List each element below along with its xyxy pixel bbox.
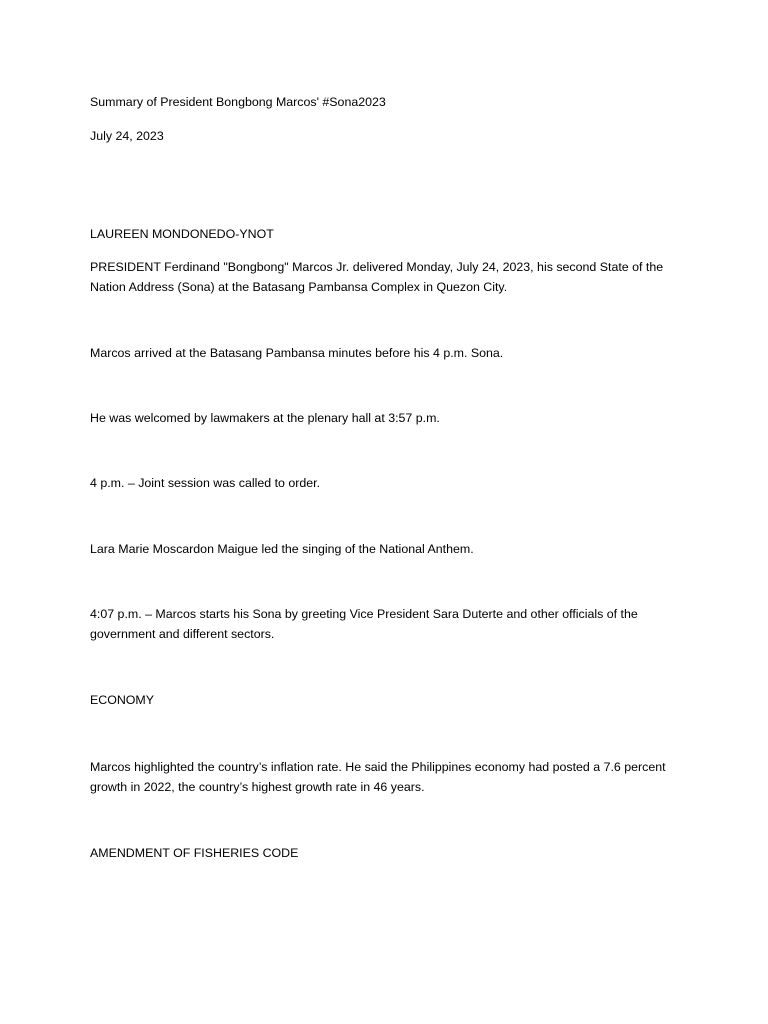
paragraph: 4:07 p.m. – Marcos starts his Sona by greeting Vice President Sara Duterte and other officials of the government and different sectors. <box>90 607 638 641</box>
paragraph: Marcos highlighted the country’s inflation rate. He said the Philippines economy had posted a 7.6 percent growth in 2022, the country’s highest growth rate in 46 years. <box>90 760 666 794</box>
document-title: Summary of President Bongbong Marcos' #Sona2023 <box>90 95 386 109</box>
section-heading-economy: ECONOMY <box>90 693 155 707</box>
section-heading-fisheries-code: AMENDMENT OF FISHERIES CODE <box>90 846 299 860</box>
paragraph: He was welcomed by lawmakers at the plenary hall at 3:57 p.m. <box>90 411 440 425</box>
document-date: July 24, 2023 <box>90 129 164 143</box>
paragraph: PRESIDENT Ferdinand "Bongbong" Marcos Jr. delivered Monday, July 24, 2023, his second State of the Nation Address (Sona) at the Batasang Pambansa Complex in Quezon City. <box>90 260 664 294</box>
author-byline: LAUREEN MONDONEDO-YNOT <box>90 227 274 241</box>
paragraph: 4 p.m. – Joint session was called to order. <box>90 476 321 490</box>
paragraph: Marcos arrived at the Batasang Pambansa minutes before his 4 p.m. Sona. <box>90 346 504 360</box>
paragraph: Lara Marie Moscardon Maigue led the singing of the National Anthem. <box>90 542 474 556</box>
